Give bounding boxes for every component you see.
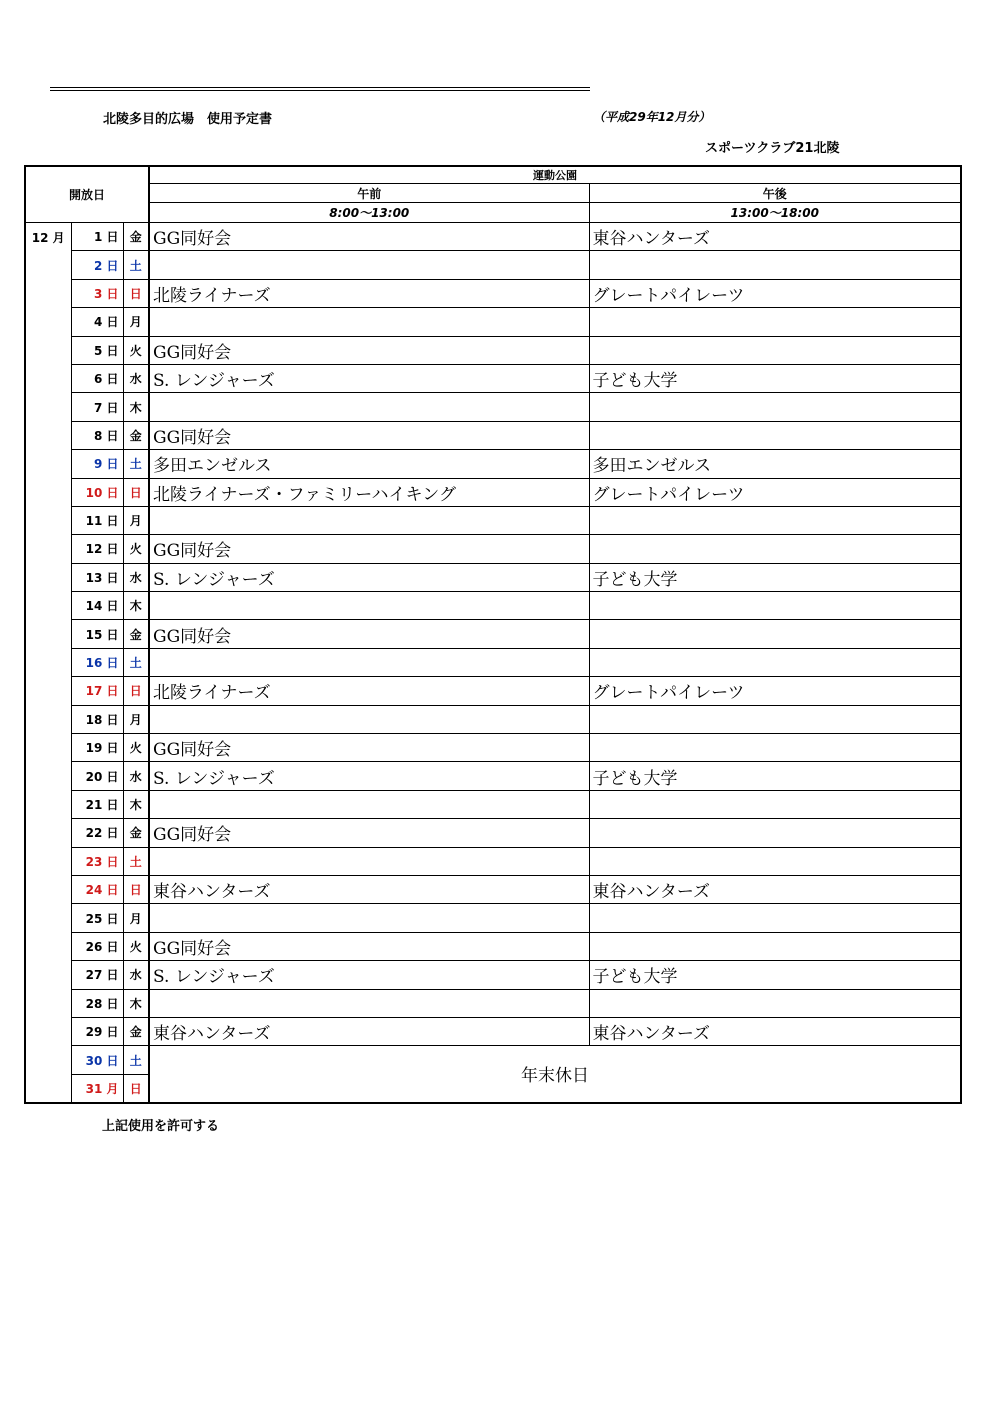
day-suffix: 日 [106, 428, 119, 443]
day-suffix: 日 [106, 1053, 119, 1068]
table-row [25, 648, 961, 676]
day-value: 15 [85, 627, 103, 642]
weekday: 水 [123, 762, 149, 790]
day-value: 1 [93, 230, 103, 245]
pm-time-header: 13:00～18:00 [589, 203, 961, 223]
am-booking: S. レンジャーズ [149, 563, 589, 591]
day-number [71, 705, 123, 733]
day-suffix: 日 [106, 684, 119, 699]
table-row [25, 734, 961, 762]
table-row [25, 1046, 961, 1074]
day-suffix: 日 [106, 854, 119, 869]
day-suffix: 日 [106, 570, 119, 585]
approval-note: 上記使用を許可する [102, 1119, 220, 1134]
day-value: 12 [85, 542, 103, 557]
day-suffix: 日 [106, 514, 119, 529]
top-rule [50, 87, 590, 91]
day-value: 29 [85, 1025, 103, 1040]
am-booking: 北陵ライナーズ [149, 279, 589, 307]
day-value: 8 [93, 428, 103, 443]
day-value: 14 [85, 599, 103, 614]
am-booking [149, 308, 589, 336]
day-value: 5 [93, 343, 103, 358]
pm-booking [589, 506, 961, 534]
day-number [71, 535, 123, 563]
am-booking: GG同好会 [149, 421, 589, 449]
schedule-table [24, 165, 962, 1104]
table-row [25, 336, 961, 364]
table-row [25, 819, 961, 847]
weekday: 木 [123, 989, 149, 1017]
table-row [25, 705, 961, 733]
table-row [25, 364, 961, 392]
pm-booking: 多田エンゼルス [589, 450, 961, 478]
am-booking: 北陵ライナーズ [149, 677, 589, 705]
weekday: 金 [123, 1017, 149, 1045]
table-row [25, 875, 961, 903]
day-value: 10 [85, 485, 103, 500]
table-row [25, 421, 961, 449]
day-suffix: 日 [106, 798, 119, 812]
pm-booking [589, 847, 961, 875]
am-booking [149, 251, 589, 279]
day-suffix: 日 [106, 741, 119, 756]
pm-booking: グレートパイレーツ [589, 677, 961, 705]
day-suffix: 日 [106, 939, 119, 954]
day-value: 18 [85, 712, 103, 727]
weekday: 木 [123, 790, 149, 818]
am-booking: GG同好会 [149, 734, 589, 762]
am-booking [149, 904, 589, 932]
day-value: 7 [93, 400, 103, 415]
day-number [71, 506, 123, 534]
pm-booking [589, 336, 961, 364]
pm-booking [589, 989, 961, 1017]
day-value: 4 [93, 315, 103, 330]
pm-booking [589, 932, 961, 960]
day-value: 19 [85, 741, 103, 756]
open-day-header: 開放日 [25, 166, 149, 223]
day-number [71, 677, 123, 705]
pm-booking: 子ども大学 [589, 762, 961, 790]
pm-booking [589, 393, 961, 421]
day-number [71, 279, 123, 307]
day-value: 21 [85, 798, 103, 812]
day-number [71, 450, 123, 478]
weekday: 土 [123, 1046, 149, 1074]
table-row [25, 592, 961, 620]
am-booking [149, 705, 589, 733]
day-number [71, 932, 123, 960]
am-booking: GG同好会 [149, 223, 589, 251]
pm-booking: 東谷ハンターズ [589, 1017, 961, 1045]
day-suffix: 日 [106, 968, 119, 983]
day-number [71, 648, 123, 676]
weekday: 火 [123, 932, 149, 960]
pm-booking: 東谷ハンターズ [589, 223, 961, 251]
pm-booking: グレートパイレーツ [589, 478, 961, 506]
am-booking [149, 847, 589, 875]
day-suffix: 日 [106, 315, 119, 330]
weekday: 日 [123, 1074, 149, 1102]
pm-booking [589, 904, 961, 932]
day-suffix: 日 [106, 996, 119, 1011]
table-row [25, 393, 961, 421]
pm-booking [589, 421, 961, 449]
am-booking: GG同好会 [149, 932, 589, 960]
weekday: 日 [123, 875, 149, 903]
weekday: 土 [123, 847, 149, 875]
day-number [71, 875, 123, 903]
day-value: 11 [85, 514, 103, 529]
day-suffix: 日 [106, 627, 119, 642]
am-booking: GG同好会 [149, 620, 589, 648]
day-suffix: 日 [106, 656, 119, 671]
year-end-holiday: 年末休日 [149, 1046, 961, 1103]
day-number [71, 563, 123, 591]
day-suffix: 日 [106, 457, 119, 472]
weekday: 日 [123, 279, 149, 307]
pm-booking: グレートパイレーツ [589, 279, 961, 307]
day-number [71, 1046, 123, 1074]
day-suffix: 日 [106, 485, 119, 500]
table-row [25, 450, 961, 478]
day-suffix: 日 [106, 769, 119, 784]
day-number [71, 592, 123, 620]
weekday: 水 [123, 563, 149, 591]
table-row [25, 308, 961, 336]
table-row [25, 535, 961, 563]
day-number [71, 734, 123, 762]
weekday: 金 [123, 421, 149, 449]
day-number [71, 790, 123, 818]
pm-booking: 東谷ハンターズ [589, 875, 961, 903]
am-time-header: 8:00～13:00 [149, 203, 589, 223]
day-number [71, 393, 123, 421]
weekday: 火 [123, 734, 149, 762]
day-number [71, 251, 123, 279]
document-title: 北陵多目的広場 使用予定書 [103, 112, 273, 127]
document-period: （平成29年12月分） [593, 110, 711, 124]
day-number [71, 819, 123, 847]
pm-header: 午後 [589, 184, 961, 203]
am-booking [149, 989, 589, 1017]
day-value: 2 [93, 258, 103, 273]
day-suffix: 日 [106, 400, 119, 415]
table-row [25, 563, 961, 591]
day-number [71, 336, 123, 364]
am-booking: 北陵ライナーズ・ファミリーハイキング [149, 478, 589, 506]
day-number [71, 620, 123, 648]
day-value: 3 [93, 286, 103, 301]
weekday: 月 [123, 705, 149, 733]
table-row [25, 279, 961, 307]
am-booking [149, 506, 589, 534]
table-row [25, 904, 961, 932]
weekday: 月 [123, 308, 149, 336]
weekday: 木 [123, 393, 149, 421]
table-row [25, 762, 961, 790]
day-suffix: 日 [106, 286, 119, 301]
table-row [25, 1017, 961, 1045]
day-number [71, 904, 123, 932]
day-number [71, 1017, 123, 1045]
am-booking [149, 648, 589, 676]
table-row [25, 251, 961, 279]
weekday: 火 [123, 336, 149, 364]
table-row [25, 847, 961, 875]
table-row [25, 989, 961, 1017]
day-value: 27 [85, 968, 103, 983]
pm-booking [589, 705, 961, 733]
day-suffix: 月 [106, 1081, 119, 1096]
weekday: 土 [123, 648, 149, 676]
day-value: 20 [85, 769, 103, 784]
am-booking: 多田エンゼルス [149, 450, 589, 478]
weekday: 日 [123, 677, 149, 705]
am-booking [149, 790, 589, 818]
pm-booking [589, 648, 961, 676]
day-suffix: 日 [106, 542, 119, 557]
day-suffix: 日 [106, 343, 119, 358]
table-row [25, 478, 961, 506]
day-value: 25 [85, 911, 103, 926]
day-number [71, 364, 123, 392]
table-row [25, 506, 961, 534]
day-suffix: 日 [106, 911, 119, 926]
day-suffix: 日 [106, 883, 119, 898]
day-suffix: 日 [106, 599, 119, 614]
am-booking [149, 592, 589, 620]
weekday: 水 [123, 364, 149, 392]
weekday: 金 [123, 223, 149, 251]
day-number [71, 421, 123, 449]
weekday: 木 [123, 592, 149, 620]
day-suffix: 日 [106, 372, 119, 387]
pm-booking [589, 251, 961, 279]
weekday: 火 [123, 535, 149, 563]
pm-booking: 子ども大学 [589, 563, 961, 591]
table-row [25, 620, 961, 648]
am-booking: S. レンジャーズ [149, 364, 589, 392]
pm-booking [589, 535, 961, 563]
organization-name: スポーツクラブ21北陵 [705, 141, 840, 156]
am-booking [149, 393, 589, 421]
am-booking: S. レンジャーズ [149, 961, 589, 989]
day-value: 28 [85, 996, 103, 1011]
am-booking: S. レンジャーズ [149, 762, 589, 790]
day-number [71, 762, 123, 790]
weekday: 水 [123, 961, 149, 989]
day-suffix: 日 [106, 230, 119, 245]
pm-booking [589, 819, 961, 847]
day-value: 16 [85, 656, 103, 671]
day-value: 13 [85, 570, 103, 585]
table-row [25, 961, 961, 989]
day-number [71, 961, 123, 989]
day-number [71, 223, 123, 251]
day-value: 9 [93, 457, 103, 472]
pm-booking [589, 592, 961, 620]
pm-booking [589, 734, 961, 762]
day-value: 17 [85, 684, 103, 699]
weekday: 金 [123, 620, 149, 648]
facility-header: 運動公園 [149, 166, 961, 184]
pm-booking: 子ども大学 [589, 961, 961, 989]
table-row [25, 790, 961, 818]
weekday: 日 [123, 478, 149, 506]
weekday: 月 [123, 506, 149, 534]
am-booking: GG同好会 [149, 336, 589, 364]
month-label: 12 月 [25, 223, 71, 1103]
day-number [71, 847, 123, 875]
table-row [25, 223, 961, 251]
am-booking: GG同好会 [149, 819, 589, 847]
day-value: 31 [85, 1081, 103, 1096]
day-suffix: 日 [106, 1025, 119, 1040]
am-booking: 東谷ハンターズ [149, 1017, 589, 1045]
day-number [71, 989, 123, 1017]
pm-booking [589, 790, 961, 818]
day-number [71, 308, 123, 336]
table-row [25, 677, 961, 705]
day-number [71, 478, 123, 506]
pm-booking: 子ども大学 [589, 364, 961, 392]
day-value: 30 [85, 1053, 103, 1068]
weekday: 金 [123, 819, 149, 847]
am-booking: 東谷ハンターズ [149, 875, 589, 903]
day-number [71, 1074, 123, 1102]
pm-booking [589, 620, 961, 648]
day-value: 24 [85, 883, 103, 898]
day-value: 6 [93, 372, 103, 387]
table-row [25, 932, 961, 960]
am-header: 午前 [149, 184, 589, 203]
day-value: 26 [85, 939, 103, 954]
day-value: 23 [85, 854, 103, 869]
day-value: 22 [85, 826, 103, 841]
am-booking: GG同好会 [149, 535, 589, 563]
weekday: 土 [123, 450, 149, 478]
pm-booking [589, 308, 961, 336]
day-suffix: 日 [106, 826, 119, 841]
day-suffix: 日 [106, 712, 119, 727]
weekday: 土 [123, 251, 149, 279]
day-suffix: 日 [106, 258, 119, 273]
weekday: 月 [123, 904, 149, 932]
